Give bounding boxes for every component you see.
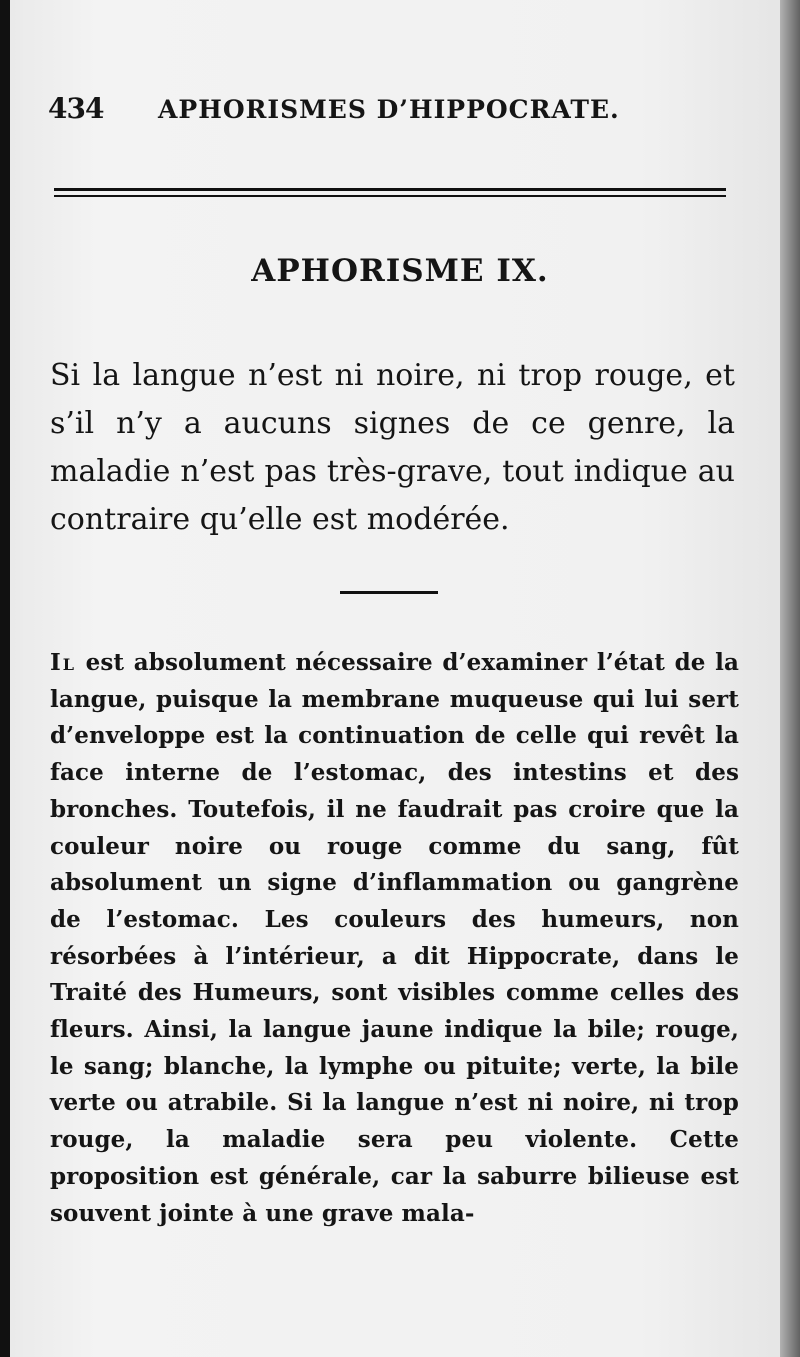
aphorism-title: APHORISME IX. [251, 253, 549, 289]
left-page-edge [0, 0, 10, 1357]
commentary-paragraph [50, 645, 739, 1232]
page-header [48, 92, 728, 132]
aphorism-text: Si la langue n’est ni noire, ni trop rouge, et s’il n’y a aucuns signes de ce genre, la maladie n’est pas très-grave, tout indique au contraire qu’elle est modérée. [50, 358, 735, 537]
running-title: APHORISMES D’HIPPOCRATE. [158, 95, 620, 124]
commentary-text: est absolument nécessaire d’examiner l’état de la langue, puisque la membrane muqueuse qui lui sert d’enveloppe est la continuation de celle qui revêt la face interne de l’estomac, des intestins et des bronches. Toutefois, il ne faudrait pas croire que la couleur noire ou rouge comme du sang, fût absolument un signe d’inflammation ou gangrène de l’estomac. Les couleurs des humeurs, non résorbées à l’intérieur, a dit Hippocrate, dans le Traité des Humeurs, sont visibles comme celles des fleurs. Ainsi, la langue jaune indique la bile; rouge, le sang; blanche, la lymphe ou pituite; verte, la bile verte ou atrabile. Si la langue n’est ni noire, ni trop rouge, la maladie sera peu violente. Cette proposition est générale, car la saburre bilieuse est souvent jointe à une grave mala- [50, 649, 739, 1227]
section-divider [340, 591, 438, 594]
commentary-lead-word: Il [50, 649, 77, 676]
right-page-edge [780, 0, 800, 1357]
page-number: 434 [48, 92, 104, 125]
header-double-rule [54, 188, 726, 197]
commentary-block [50, 645, 739, 1232]
